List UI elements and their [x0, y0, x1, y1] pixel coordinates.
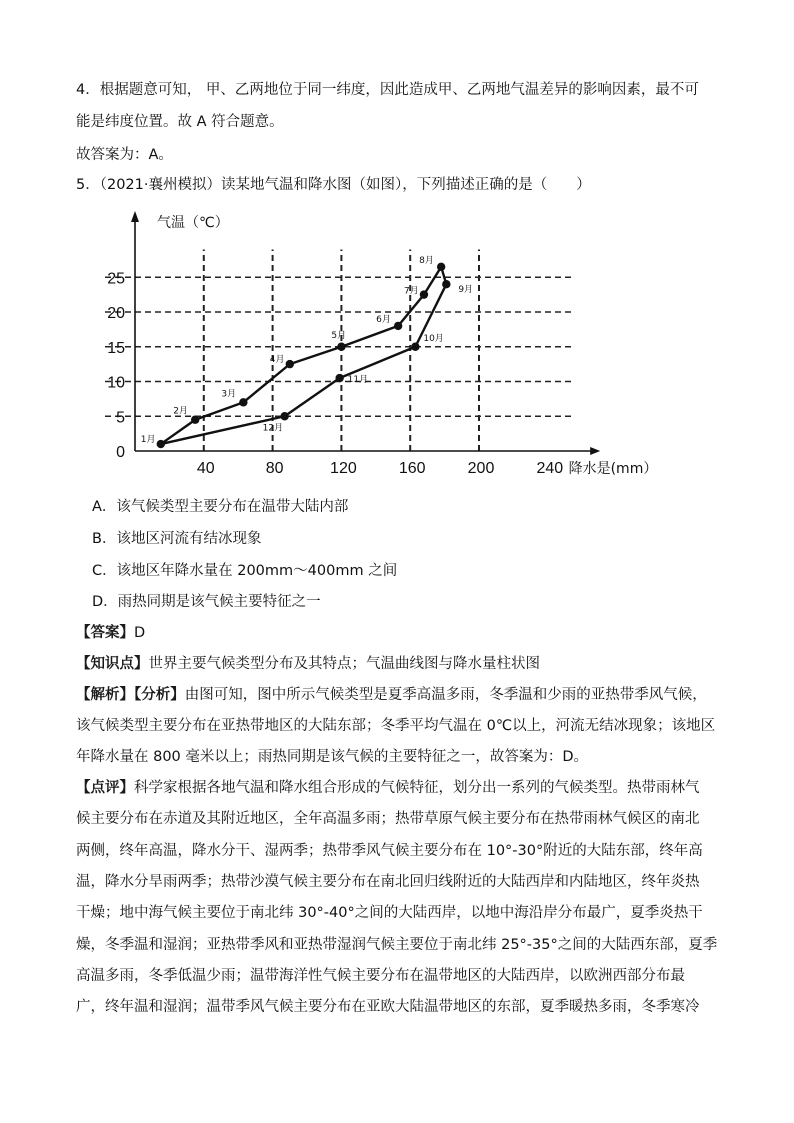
q4-line-1: 4．根据题意可知， 甲、乙两地位于同一纬度，因此造成甲、乙两地气温差异的影响因素，最不可 [76, 82, 699, 98]
month-label-7: 7月 [403, 286, 419, 297]
y-tick-label-15: 15 [107, 339, 125, 357]
month-label-3: 3月 [221, 389, 237, 400]
y-axis-title: 气温（℃） [157, 215, 229, 231]
answer-value: D [134, 625, 146, 641]
month-label-8: 8月 [419, 255, 434, 266]
month-label-6: 6月 [376, 314, 391, 325]
data-point-7 [420, 290, 428, 298]
q4-answer: 故答案为：A。 [76, 147, 173, 163]
answer-row [76, 623, 145, 643]
knowledge-text: 世界主要气候类型分布及其特点；气温曲线图与降水量柱状图 [148, 656, 540, 672]
data-point-4 [286, 360, 294, 368]
x-tick-label-40: 40 [196, 460, 215, 477]
comment-line-2: 候主要分布在赤道及其附近地区，全年高温多雨；热带草原气候主要分布在热带雨林气候区的南北 [76, 811, 700, 827]
comment-line-4: 温，降水分旱雨两季；热带沙漠气候主要分布在南北回归线附近的大陆西岸和内陆地区，终年炎热 [76, 874, 700, 890]
x-axis-title: 降水是(mm） [568, 461, 658, 477]
comment-line-8: 广，终年温和湿润；温带季风气候主要分布在亚欧大陆温带地区的东部，夏季暖热多雨，冬季寒冷 [76, 999, 700, 1015]
month-label-2: 2月 [173, 406, 188, 417]
analysis-line-1 [76, 685, 707, 705]
y-axis-arrow-icon [131, 211, 139, 222]
option-b: B．该地区河流有结冰现象 [92, 531, 262, 547]
q5-stem: 5．（2021·襄州模拟）读某地气温和降水图（如图），下列描述正确的是（ ） [76, 177, 591, 193]
answer-tag: 【答案】 [76, 625, 134, 641]
x-tick-label-200: 200 [467, 460, 495, 477]
x-tick-label-240: 240 [536, 460, 564, 477]
data-point-5 [337, 343, 345, 351]
month-label-11: 11月 [347, 375, 369, 386]
knowledge-tag: 【知识点】 [76, 656, 149, 672]
comment-line-6: 燥，冬季温和湿润；亚热带季风和亚热带湿润气候主要位于南北纬 25°-35°之间的大陆西东部，夏季 [76, 937, 718, 953]
comment-text-1: 科学家根据各地气温和降水组合形成的气候特征，划分出一系列的气候类型。热带雨林气 [134, 780, 700, 796]
data-point-8 [437, 263, 445, 271]
y-tick-label-5: 5 [116, 409, 125, 427]
option-c: C．该地区年降水量在 200mm～400mm 之间 [92, 563, 398, 579]
x-tick-label-160: 160 [398, 460, 426, 477]
comment-tag: 【点评】 [76, 780, 134, 796]
month-label-10: 10月 [423, 333, 444, 344]
x-tick-label-120: 120 [330, 460, 357, 477]
y-tick-label-10: 10 [107, 374, 125, 392]
q4-line-2: 能是纬度位置。故 A 符合题意。 [76, 114, 284, 130]
option-a: A．该气候类型主要分布在温带大陆内部 [92, 499, 349, 515]
chart-ticks [107, 270, 563, 477]
data-point-3 [239, 398, 247, 406]
analysis-line-3: 年降水量在 800 毫米以上；雨热同期是该气候的主要特征之一，故答案为：D。 [76, 749, 589, 765]
comment-line-3: 两侧，终年高温，降水分干、湿两季；热带季风气候主要分布在 10°-30°附近的大陆东部，终年高 [76, 843, 703, 859]
data-point-1 [157, 440, 165, 448]
month-label-9: 9月 [458, 285, 474, 296]
x-axis-arrow-icon [590, 447, 600, 455]
x-tick-label-80: 80 [265, 460, 284, 477]
comment-line-5: 干燥；地中海气候主要位于南北纬 30°-40°之间的大陆西岸，以地中海沿岸分布最广，夏季炎热干 [76, 905, 703, 921]
option-d: D．雨热同期是该气候主要特征之一 [92, 594, 321, 610]
month-label-1: 1月 [140, 435, 156, 446]
y-tick-label-20: 20 [107, 305, 125, 322]
month-label-5: 5月 [331, 330, 347, 341]
analysis-line-2: 该气候类型主要分布在亚热带地区的大陆东部；冬季平均气温在 0℃以上，河流无结冰现象；该地区 [76, 718, 716, 734]
data-point-10 [411, 343, 419, 351]
y-tick-label-25: 25 [107, 270, 125, 288]
climate-chart [100, 205, 660, 480]
month-label-12: 12月 [262, 423, 284, 434]
data-point-6 [394, 322, 402, 330]
y-tick-label-0: 0 [116, 444, 125, 461]
analysis-tag: 【解析】【分析】 [76, 687, 185, 703]
data-point-2 [191, 416, 199, 424]
data-point-9 [442, 280, 450, 288]
data-point-12 [280, 412, 288, 420]
analysis-text-1: 由图可知，图中所示气候类型是夏季高温多雨，冬季温和少雨的亚热带季风气候， [184, 687, 707, 703]
knowledge-row [76, 654, 540, 674]
month-label-4: 4月 [269, 355, 285, 366]
data-point-11 [335, 374, 343, 382]
chart-series [141, 255, 473, 448]
comment-line-1 [76, 778, 700, 798]
comment-line-7: 高温多雨，冬季低温少雨；温带海洋性气候主要分布在温带地区的大陆西岸，以欧洲西部分布最 [76, 968, 685, 984]
